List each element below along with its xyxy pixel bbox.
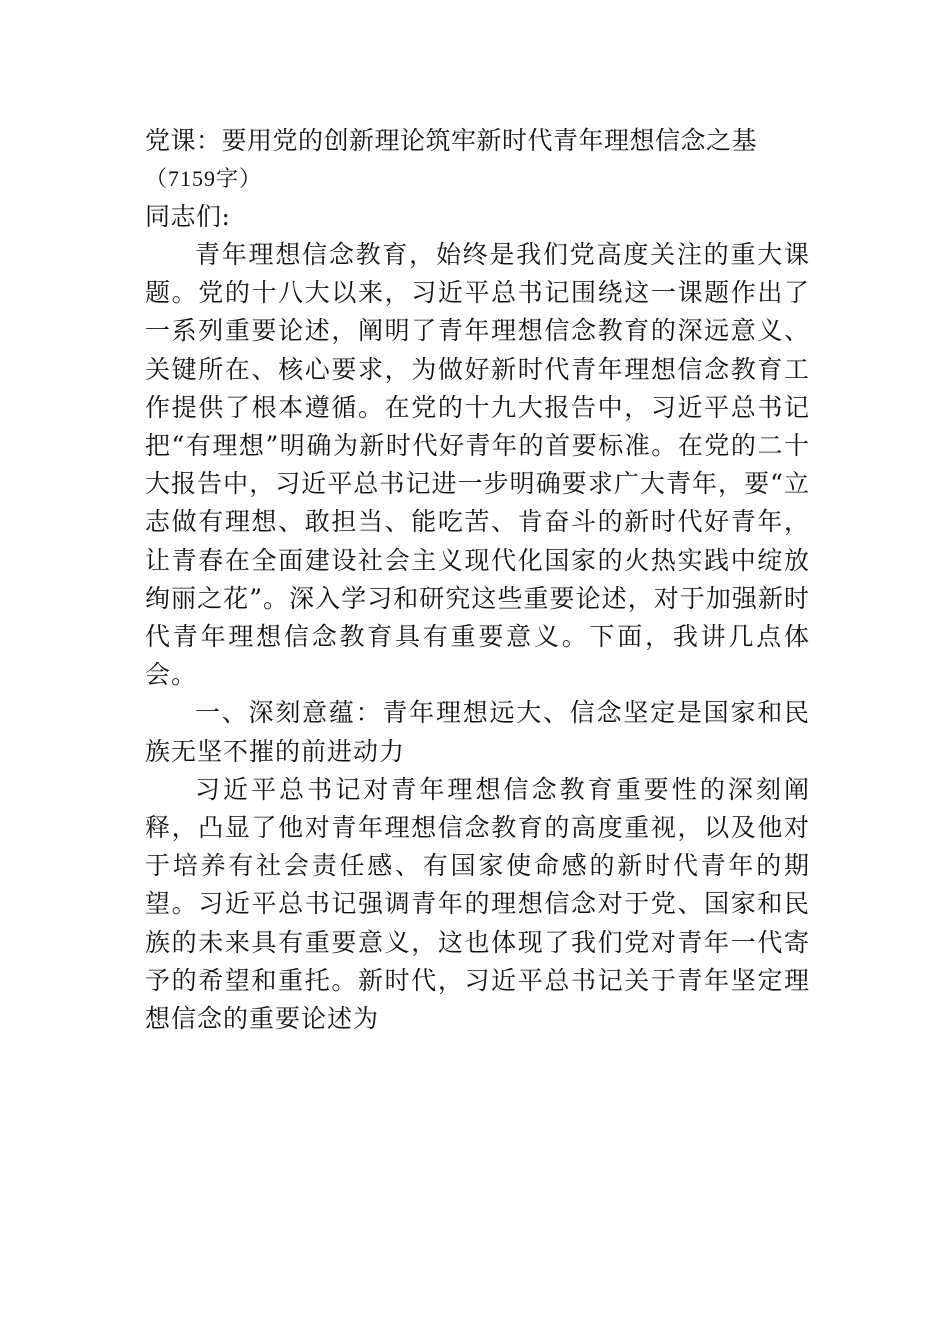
document-body <box>145 122 810 1038</box>
salutation: 同志们: <box>145 202 231 231</box>
paragraph-intro: 青年理想信念教育，始终是我们党高度关注的重大课题。党的十八大以来，习近平总书记围绕这一课题作出了一系列重要论述，阐明了青年理想信念教育的深远意义、关键所在、核心要求，为做好新时代青年理想信念教育工作提供了根本遵循。在党的十九大报告中，习近平总书记把“有理想”明确为新时代好青年的首要标准。在党的二十大报告中，习近平总书记进一步明确要求广大青年，要“立志做有理想、敢担当、能吃苦、肯奋斗的新时代好青年，让青春在全面建设社会主义现代化国家的火热实践中绽放绚丽之花”。深入学习和研究这些重要论述，对于加强新时代青年理想信念教育具有重要意义。下面，我讲几点体会。 <box>145 240 810 690</box>
document-title: 党课：要用党的创新理论筑牢新时代青年理想信念之基 <box>145 126 758 155</box>
section-heading-1: 一、深刻意蕴：青年理想远大、信念坚定是国家和民族无坚不摧的前进动力 <box>145 698 810 766</box>
paragraph-section-1: 习近平总书记对青年理想信念教育重要性的深刻阐释，凸显了他对青年理想信念教育的高度重视，以及他对于培养有社会责任感、有国家使命感的新时代青年的期望。习近平总书记强调青年的理想信念对于党、国家和民族的未来具有重要意义，这也体现了我们党对青年一代寄予的希望和重托。新时代，习近平总书记关于青年坚定理想信念的重要论述为 <box>145 774 810 1034</box>
word-count: （7159字） <box>145 166 263 191</box>
